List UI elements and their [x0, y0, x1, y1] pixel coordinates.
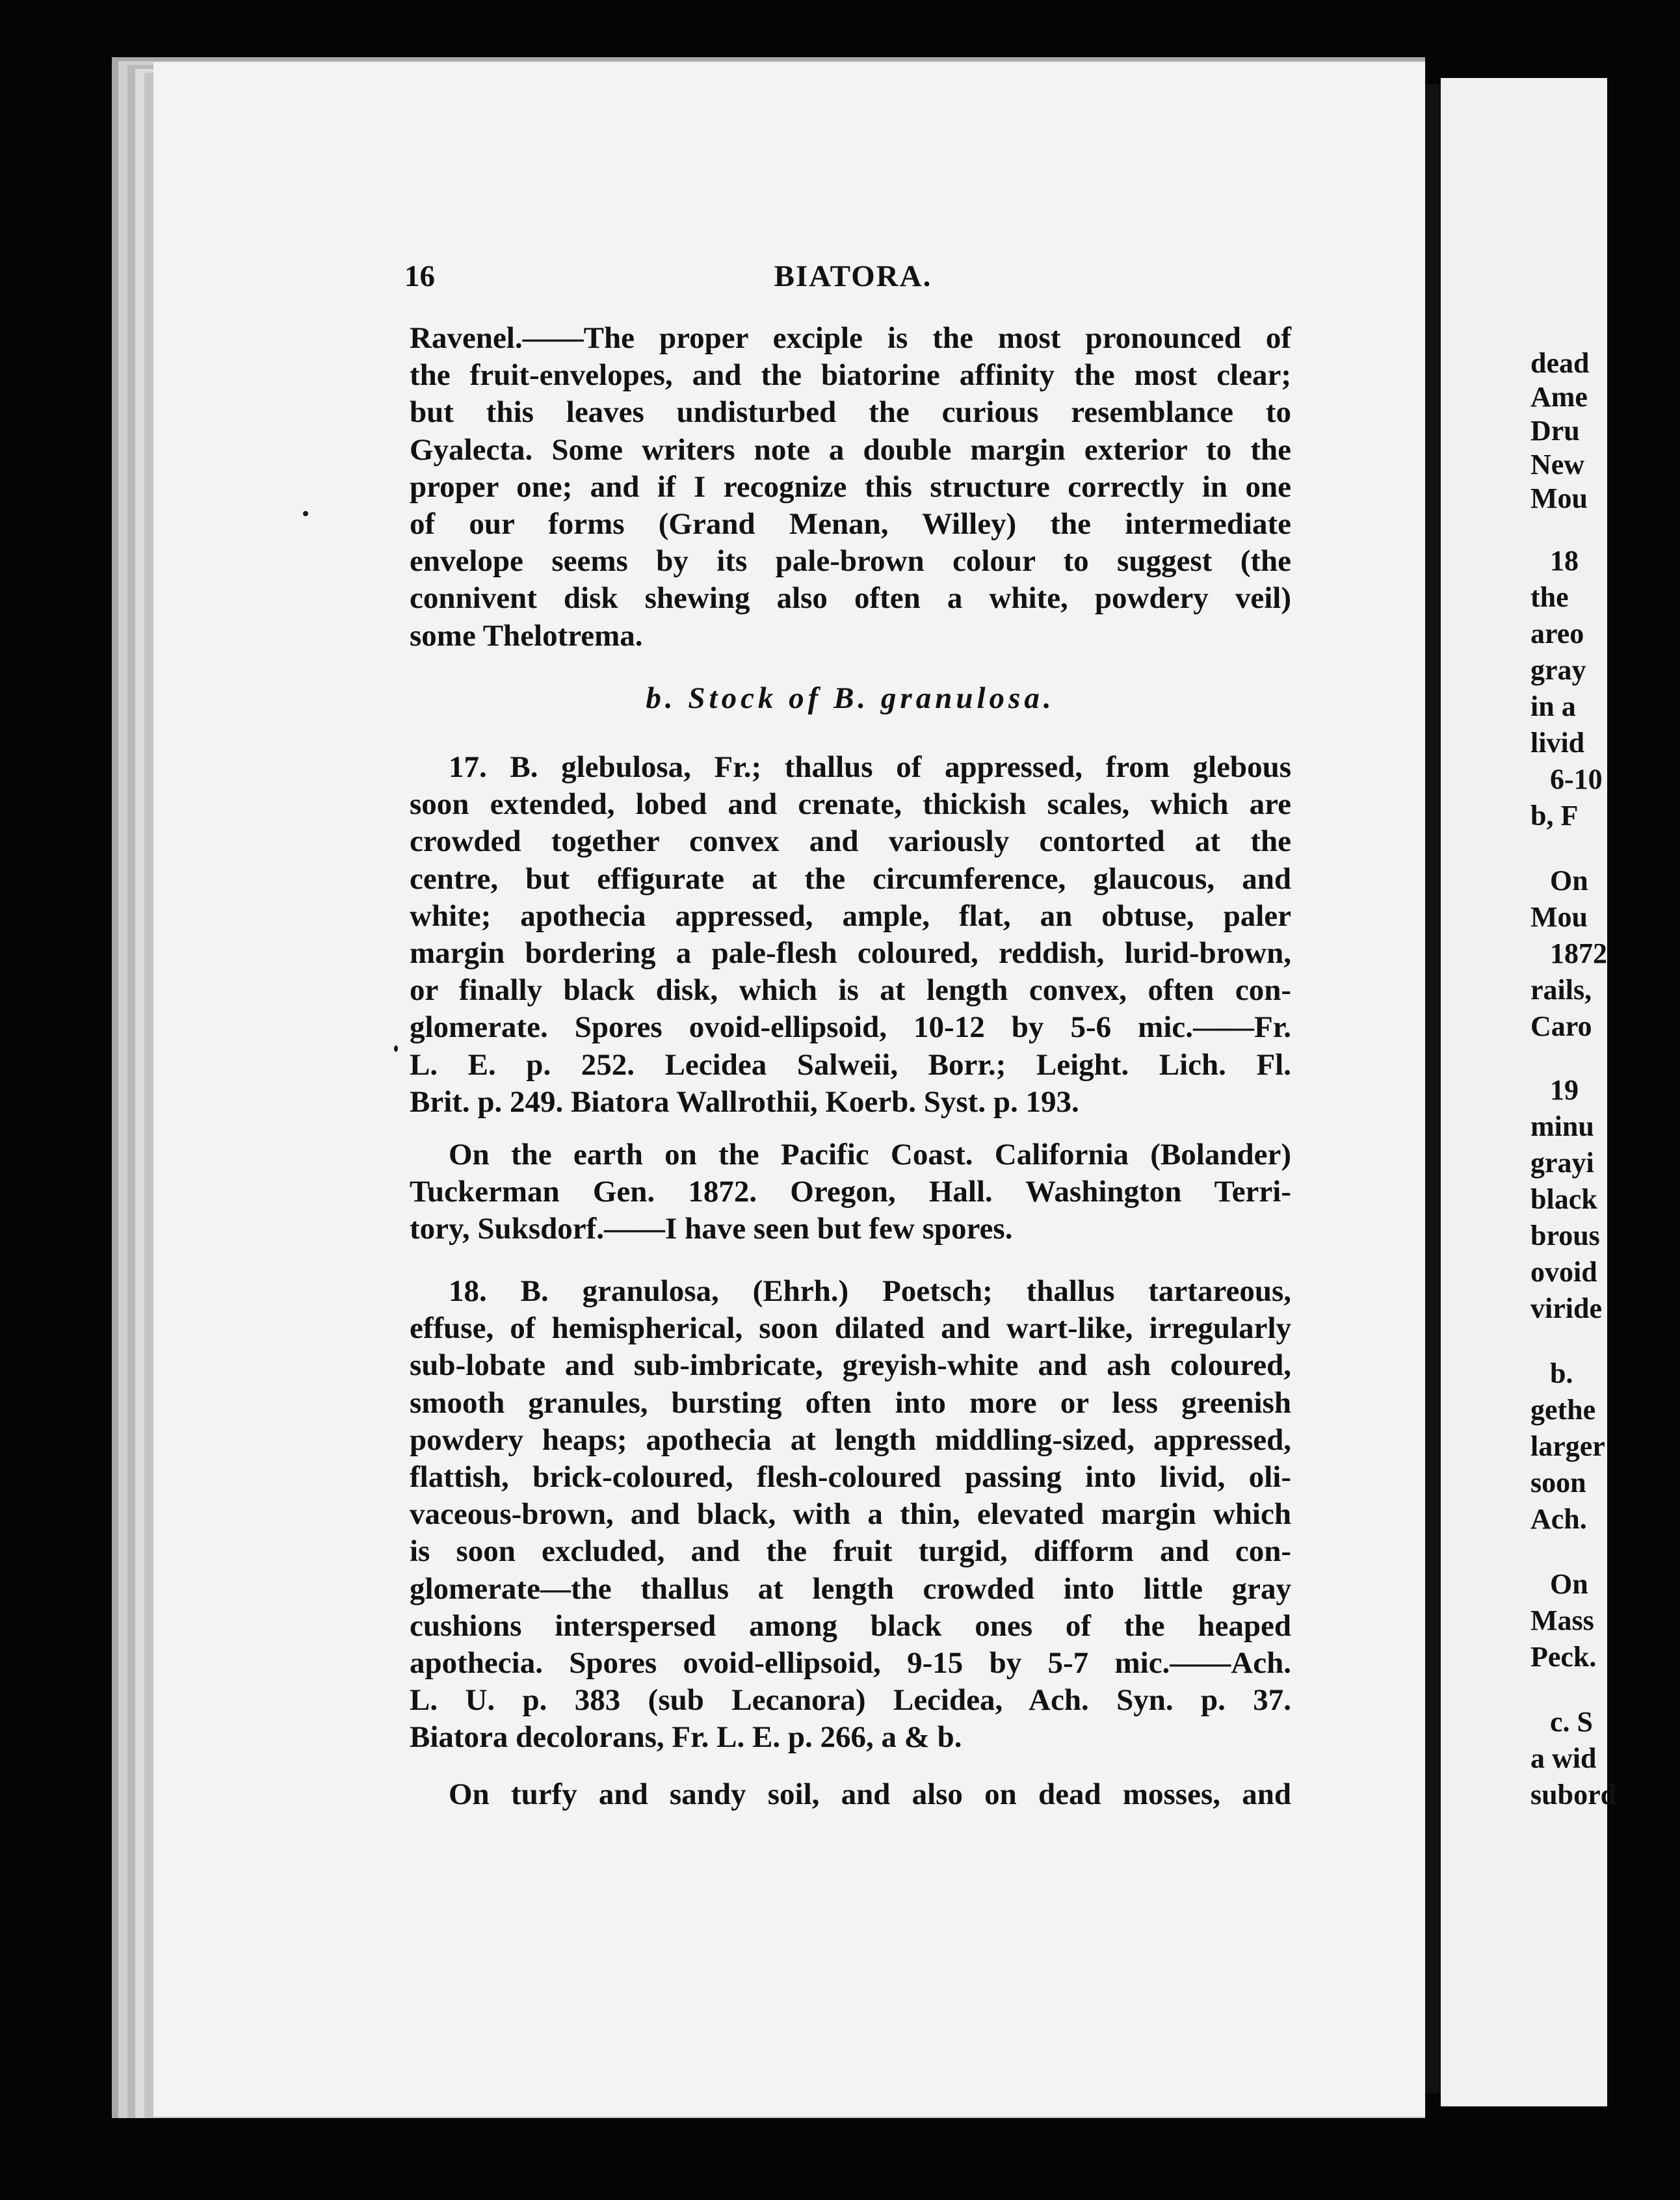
text-line: Ravenel.——The proper exciple is the most pronounced of	[410, 321, 1291, 355]
text-line: powdery heaps; apothecia at length middling-sized, appressed,	[410, 1422, 1291, 1457]
right-page-line: On	[1550, 1568, 1588, 1600]
right-page-line: Mou	[1530, 482, 1588, 514]
page-number: 16	[404, 259, 435, 293]
text-line: effuse, of hemispherical, soon dilated and wart-like, irregularly	[410, 1311, 1291, 1346]
right-page-line: 19	[1550, 1074, 1579, 1106]
text-line: white; apothecia appressed, ample, flat, an obtuse, paler	[410, 898, 1291, 933]
right-page-line: 6-10	[1550, 763, 1603, 795]
text-line: sub-lobate and sub-imbricate, greyish-white and ash coloured,	[410, 1348, 1291, 1383]
right-page-line: the	[1530, 581, 1569, 613]
text-line: On turfy and sandy soil, and also on dead mosses, and	[449, 1777, 1291, 1811]
text-line: smooth granules, bursting often into more or less greenish	[410, 1385, 1291, 1420]
right-page-line: Mass	[1530, 1604, 1594, 1636]
text-line: is soon excluded, and the fruit turgid, difform and con-	[410, 1534, 1291, 1569]
right-page-line: livid	[1530, 727, 1585, 759]
running-head	[404, 259, 1302, 304]
text-line: glomerate—the thallus at length crowded into little gray	[410, 1571, 1291, 1606]
text-line: crowded together convex and variously contorted at the	[410, 824, 1291, 859]
right-page-line: a wid	[1530, 1742, 1597, 1774]
right-page-line: b, F	[1530, 800, 1579, 832]
right-page-line: Mou	[1530, 901, 1588, 933]
right-page-line: Peck.	[1530, 1641, 1597, 1673]
right-page-line: On	[1550, 865, 1588, 897]
ink-speck	[303, 511, 308, 516]
text-line: cushions interspersed among black ones of the heaped	[410, 1608, 1291, 1643]
text-line: L. E. p. 252. Lecidea Salweii, Borr.; Leight. Lich. Fl.	[410, 1047, 1291, 1082]
text-line: 17. B. glebulosa, Fr.; thallus of appressed, from glebous	[449, 750, 1291, 784]
right-page-line: rails,	[1530, 974, 1592, 1006]
text-line: the fruit-envelopes, and the biatorine affinity the most clear;	[410, 358, 1291, 393]
right-page-line: larger	[1530, 1430, 1605, 1462]
right-page-line: dead	[1530, 347, 1590, 379]
right-page-line: New	[1530, 449, 1585, 480]
text-line: connivent disk shewing also often a white, powdery veil)	[410, 581, 1291, 616]
text-line: 18. B. granulosa, (Ehrh.) Poetsch; thallus tartareous,	[449, 1274, 1291, 1308]
text-line: Biatora decolorans, Fr. L. E. p. 266, a & b.	[410, 1720, 962, 1755]
right-page-line: gethe	[1530, 1394, 1596, 1426]
text-line: Tuckerman Gen. 1872. Oregon, Hall. Washington Terri-	[410, 1175, 1291, 1209]
right-page-line: b.	[1550, 1357, 1573, 1389]
right-page-line: black	[1530, 1183, 1597, 1215]
right-page-line: subord	[1530, 1779, 1617, 1811]
right-page-line: minu	[1530, 1110, 1594, 1142]
section-heading: b. Stock of B. granulosa.	[646, 681, 1055, 715]
text-line: flattish, brick-coloured, flesh-coloured passing into livid, oli-	[410, 1460, 1291, 1494]
text-line: or finally black disk, which is at length convex, often con-	[410, 973, 1291, 1008]
running-title: BIATORA.	[774, 259, 932, 293]
text-line: some Thelotrema.	[410, 618, 643, 653]
ink-speck	[394, 1045, 398, 1052]
right-page-line: Ame	[1530, 381, 1588, 413]
right-page-line: gray	[1530, 654, 1586, 686]
text-line: Gyalecta. Some writers note a double margin exterior to the	[410, 432, 1291, 467]
text-line: glomerate. Spores ovoid-ellipsoid, 10-12 by 5-6 mic.——Fr.	[410, 1010, 1291, 1045]
text-line: margin bordering a pale-flesh coloured, reddish, lurid-brown,	[410, 936, 1291, 970]
text-line: vaceous-brown, and black, with a thin, elevated margin which	[410, 1497, 1291, 1532]
text-line: envelope seems by its pale-brown colour to suggest (the	[410, 544, 1291, 579]
text-line: tory, Suksdorf.——I have seen but few spores.	[410, 1212, 1013, 1246]
text-line: of our forms (Grand Menan, Willey) the intermediate	[410, 507, 1291, 541]
right-page-line: in a	[1530, 690, 1576, 722]
right-page-line: c. S	[1550, 1706, 1593, 1738]
right-page-line: viride	[1530, 1292, 1602, 1324]
right-page-line: brous	[1530, 1220, 1600, 1251]
right-page-line: grayi	[1530, 1147, 1594, 1179]
text-line: Brit. p. 249. Biatora Wallrothii, Koerb. Syst. p. 193.	[410, 1084, 1079, 1119]
text-line: centre, but effigurate at the circumference, glaucous, and	[410, 861, 1291, 896]
text-line: apothecia. Spores ovoid-ellipsoid, 9-15 by 5-7 mic.——Ach.	[410, 1646, 1291, 1680]
right-page-line: 1872	[1550, 937, 1607, 969]
text-line: L. U. p. 383 (sub Lecanora) Lecidea, Ach. Syn. p. 37.	[410, 1683, 1291, 1718]
book-gutter	[1425, 85, 1441, 2093]
right-page-line: 18	[1550, 545, 1579, 577]
right-page-line: Ach.	[1530, 1503, 1587, 1535]
right-page-line: ovoid	[1530, 1256, 1597, 1288]
right-page-line: areo	[1530, 618, 1584, 649]
text-line: soon extended, lobed and crenate, thickish scales, which are	[410, 787, 1291, 822]
text-line: On the earth on the Pacific Coast. California (Bolander)	[449, 1138, 1291, 1172]
text-line: proper one; and if I recognize this structure correctly in one	[410, 469, 1291, 504]
text-line: but this leaves undisturbed the curious resemblance to	[410, 395, 1291, 430]
right-page-line: Caro	[1530, 1010, 1592, 1042]
right-page-line: soon	[1530, 1467, 1586, 1499]
right-page-line: Dru	[1530, 415, 1580, 447]
